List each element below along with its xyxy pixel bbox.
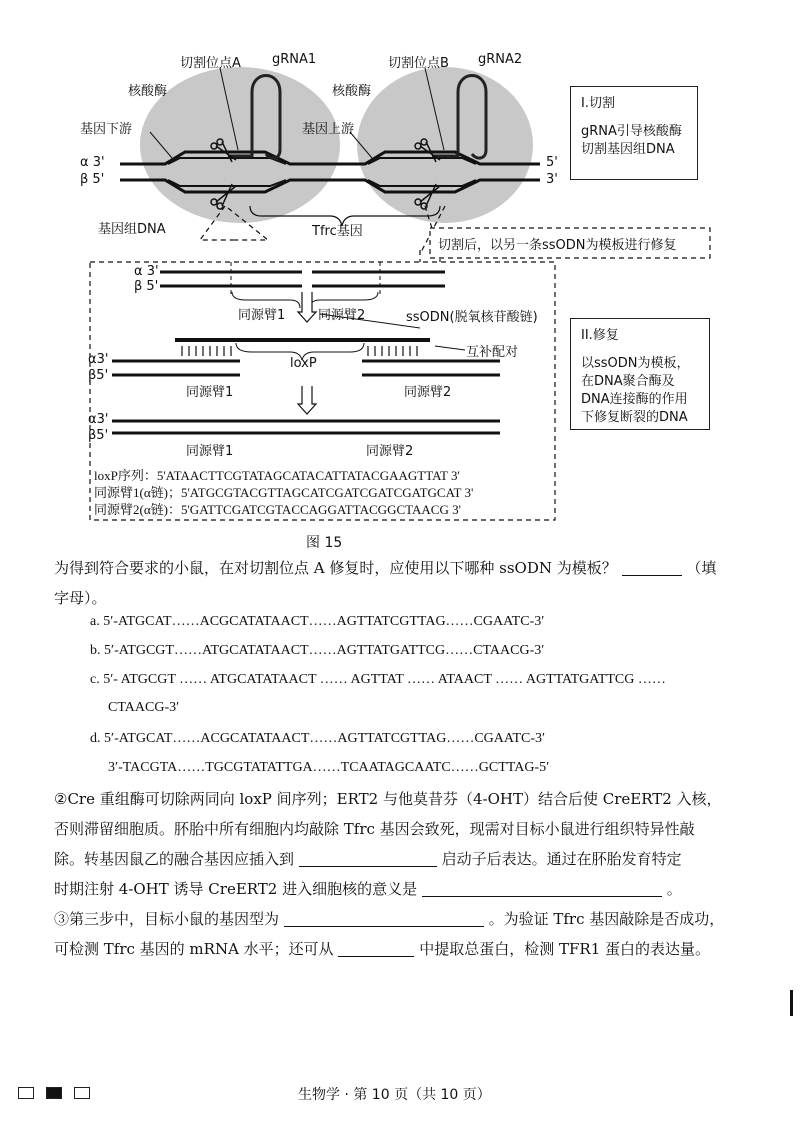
label-arm2-b: 同源臂2 bbox=[404, 385, 452, 400]
part2-paragraph bbox=[54, 784, 754, 904]
answer-blank-1[interactable] bbox=[622, 557, 682, 576]
label-end3: 3' bbox=[546, 172, 558, 187]
part2-line4: 时期注射 4-OHT 诱导 CreERT2 进入细胞核的意义是 bbox=[54, 880, 418, 898]
box-cut-title: I.切割 bbox=[581, 96, 615, 111]
label-nuclease-right: 核酸酶 bbox=[332, 84, 372, 99]
box-repair-stage bbox=[570, 318, 710, 430]
figure-caption: 图 15 bbox=[306, 535, 343, 551]
repair-note: 切割后，以另一条ssODN为模板进行修复 bbox=[438, 238, 677, 253]
label-alpha3-c: α3' bbox=[88, 412, 109, 427]
seq-arm2: 同源臂2(α链)：5'GATTCGATCGTACCAGGATTACGGCTAACG 3' bbox=[94, 502, 461, 517]
footer-box-icon bbox=[74, 1087, 90, 1099]
question-stem-line2: 字母）。 bbox=[54, 589, 107, 607]
label-grna2: gRNA2 bbox=[478, 52, 523, 67]
label-grna1: gRNA1 bbox=[272, 52, 317, 67]
box-cut-line: gRNA引导核酸酶 bbox=[581, 124, 682, 139]
box-repair-line: 在DNA聚合酶及 bbox=[581, 374, 675, 389]
label-arm1-a: 同源臂1 bbox=[238, 308, 286, 323]
label-gene-upstream: 基因上游 bbox=[302, 122, 355, 137]
label-end5: 5' bbox=[546, 155, 558, 170]
label-gene-downstream: 基因下游 bbox=[80, 122, 133, 137]
figure-diagram bbox=[0, 0, 800, 540]
box-repair-title: II.修复 bbox=[581, 328, 619, 343]
footer-box-filled-icon bbox=[46, 1087, 62, 1099]
label-cut-site-b: 切割位点B bbox=[388, 56, 449, 71]
option-d: d. 5′-ATGCAT……ACGCATATAACT……AGTTATCGTTAG……CGAATC-3′ bbox=[90, 731, 546, 746]
label-arm1-c: 同源臂1 bbox=[186, 444, 234, 459]
label-complementary: 互补配对 bbox=[466, 345, 519, 360]
label-ssodn: ssODN(脱氧核苷酸链) bbox=[406, 310, 538, 325]
label-arm2-a: 同源臂2 bbox=[318, 308, 366, 323]
label-genomic-dna: 基因组DNA bbox=[98, 222, 166, 237]
box-cut-stage bbox=[570, 86, 698, 180]
label-beta5-zoom: β 5' bbox=[134, 279, 159, 294]
answer-blank-2[interactable] bbox=[299, 848, 437, 867]
box-repair-line: DNA连接酶的作用 bbox=[581, 392, 688, 407]
label-tfrc-gene: Tfrc基因 bbox=[312, 224, 363, 239]
part3-line2: 可检测 Tfrc 基因的 mRNA 水平；还可从 bbox=[54, 940, 334, 958]
footer-page-number: 生物学 · 第 10 页（共 10 页） bbox=[298, 1087, 491, 1103]
answer-blank-4[interactable] bbox=[284, 908, 484, 927]
part2-line4-end: 。 bbox=[666, 880, 682, 898]
label-cut-site-a: 切割位点A bbox=[180, 56, 241, 71]
label-arm1-b: 同源臂1 bbox=[186, 385, 234, 400]
seq-arm1: 同源臂1(α链)；5'ATGCGTACGTTAGCATCGATCGATCGATGCAT 3' bbox=[94, 485, 474, 500]
label-beta5-top: β 5' bbox=[80, 172, 105, 187]
part3-line2b: 中提取总蛋白，检测 TFR1 蛋白的表达量。 bbox=[419, 940, 711, 958]
part2-line1: ②Cre 重组酶可切除两同向 loxP 间序列；ERT2 与他莫昔芬（4-OHT）结合后使 CreERT2 入核， bbox=[54, 790, 722, 808]
box-cut-line: 切割基因组DNA bbox=[581, 142, 675, 157]
box-repair-line: 下修复断裂的DNA bbox=[581, 410, 688, 425]
label-beta5-c: β5' bbox=[88, 428, 109, 443]
part2-line3: 除。转基因鼠乙的融合基因应插入到 bbox=[54, 850, 295, 868]
part3-paragraph bbox=[54, 904, 754, 964]
label-loxp: loxP bbox=[290, 356, 317, 371]
label-alpha3-zoom: α 3' bbox=[134, 264, 159, 279]
answer-blank-5[interactable] bbox=[338, 938, 414, 957]
box-repair-line: 以ssODN为模板， bbox=[581, 356, 690, 371]
part3-line1: ③第三步中，目标小鼠的基因型为 bbox=[54, 910, 280, 928]
option-d-cont: 3′-TACGTA……TGCGTATATTGA……TCAATAGCAATC……GCTTAG-5′ bbox=[108, 760, 550, 775]
label-arm2-c: 同源臂2 bbox=[366, 444, 414, 459]
option-b: b. 5′-ATGCGT……ATGCATATAACT……AGTTATGATTCG……CTAACG-3′ bbox=[90, 643, 545, 658]
nuclease-left-shape bbox=[140, 67, 340, 223]
margin-mark bbox=[790, 990, 793, 1016]
seq-loxp: loxP序列：5'ATAACTTCGTATAGCATACATTATACGAAGTTAT 3' bbox=[94, 468, 460, 483]
part3-line1b: 。为验证 Tfrc 基因敲除是否成功， bbox=[488, 910, 725, 928]
footer-box-icon bbox=[18, 1087, 34, 1099]
label-nuclease-left: 核酸酶 bbox=[128, 84, 168, 99]
answer-blank-3[interactable] bbox=[422, 878, 662, 897]
question-stem-text: 为得到符合要求的小鼠，在对切割位点 A 修复时，应使用以下哪种 ssODN 为模板？ bbox=[54, 559, 617, 577]
question-stem bbox=[54, 553, 754, 613]
label-alpha3-b: α3' bbox=[88, 352, 109, 367]
option-c: c. 5′- ATGCGT …… ATGCATATAACT …… AGTTAT …… ATAACT …… AGTTATGATTCG …… bbox=[90, 672, 666, 687]
part2-line2: 否则滞留细胞质。肧胎中所有细胞内均敲除 Tfrc 基因会致死，现需对目标小鼠进行组织特异性敲 bbox=[54, 820, 695, 838]
question-stem-end: （填 bbox=[686, 559, 717, 577]
part2-line3b: 启动子后表达。通过在肧胎发育特定 bbox=[441, 850, 682, 868]
nuclease-right-shape bbox=[357, 67, 533, 223]
label-beta5-b: β5' bbox=[88, 368, 109, 383]
option-c-cont: CTAACG-3′ bbox=[108, 700, 180, 715]
label-alpha3-top: α 3' bbox=[80, 155, 105, 170]
option-a: a. 5′-ATGCAT……ACGCATATAACT……AGTTATCGTTAG……CGAATC-3′ bbox=[90, 614, 545, 629]
